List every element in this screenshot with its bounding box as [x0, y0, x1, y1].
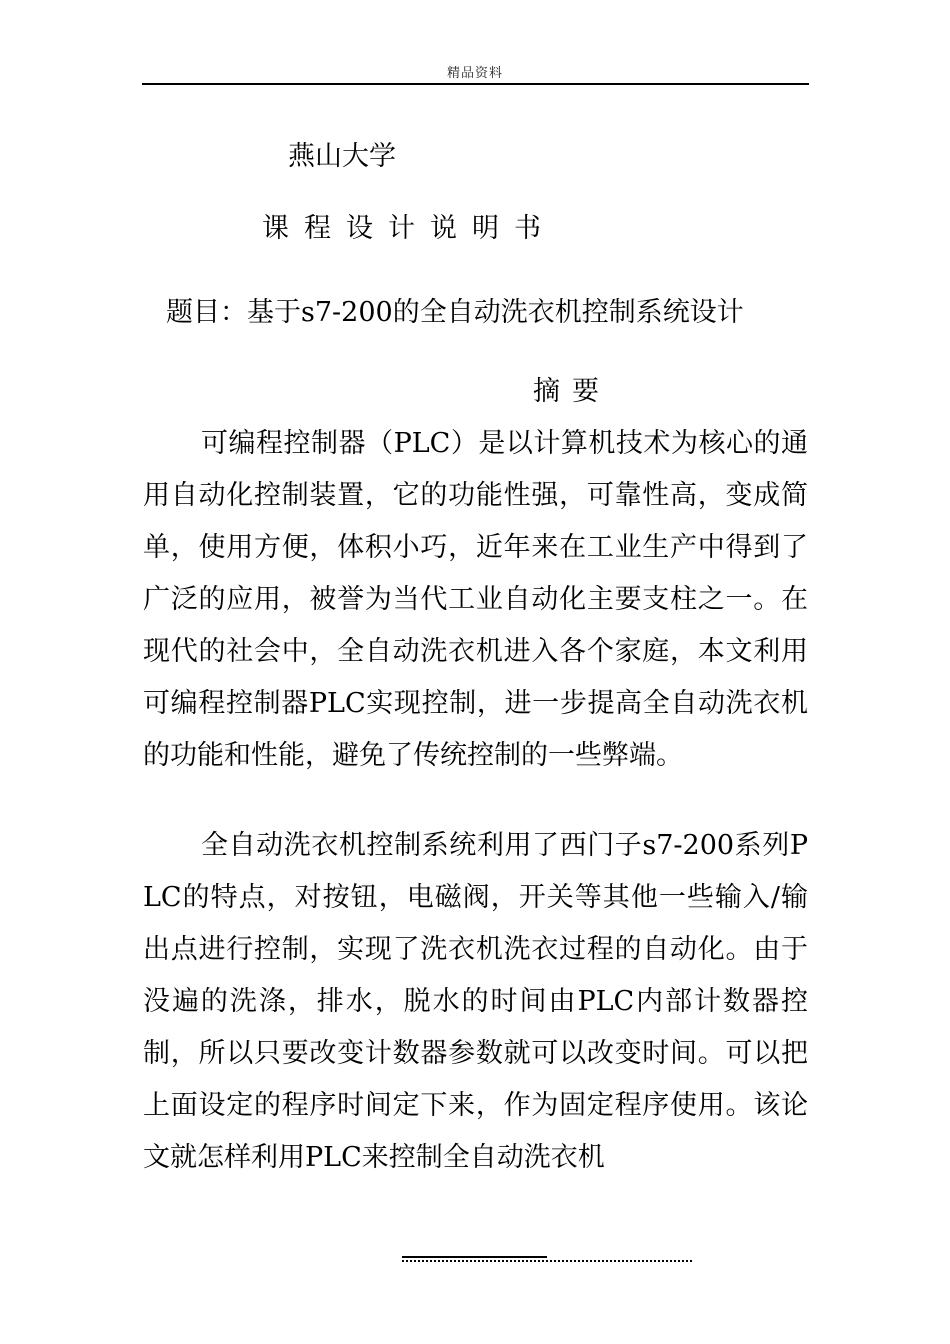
document-type: 课程设计说明书	[262, 213, 556, 244]
abstract-heading: 摘要	[533, 376, 611, 407]
header-rule	[142, 83, 809, 85]
university-name: 燕山大学	[288, 141, 396, 172]
footer-rule	[402, 1256, 547, 1258]
abstract-paragraph-2: 全自动洗衣机控制系统利用了西门子s7-200系列PLC的特点，对按钮，电磁阀，开关等其他一些输入/输出点进行控制，实现了洗衣机洗衣过程的自动化。由于没遍的洗涤，排水，脱水的时间由PLC内部计数器控制，所以只要改变计数器参数就可以改变时间。可以把上面设定的程序时间定下来，作为固定程序使用。该论文就怎样利用PLC来控制全自动洗衣机	[143, 830, 808, 1173]
page-header-label: 精品资料	[446, 66, 503, 81]
abstract-paragraph-1: 可编程控制器（PLC）是以计算机技术为核心的通用自动化控制装置，它的功能性强，可靠性高，变成简单，使用方便，体积小巧，近年来在工业生产中得到了广泛的应用，被誉为当代工业自动化主要支柱之一。在现代的社会中，全自动洗衣机进入各个家庭，本文利用可编程控制器PLC实现控制，进一步提高全自动洗衣机的功能和性能，避免了传统控制的一些弊端。	[143, 428, 808, 771]
document-title: 题目：基于s7-200的全自动洗衣机控制系统设计	[166, 297, 744, 328]
footer-dotted-rule	[402, 1260, 692, 1262]
